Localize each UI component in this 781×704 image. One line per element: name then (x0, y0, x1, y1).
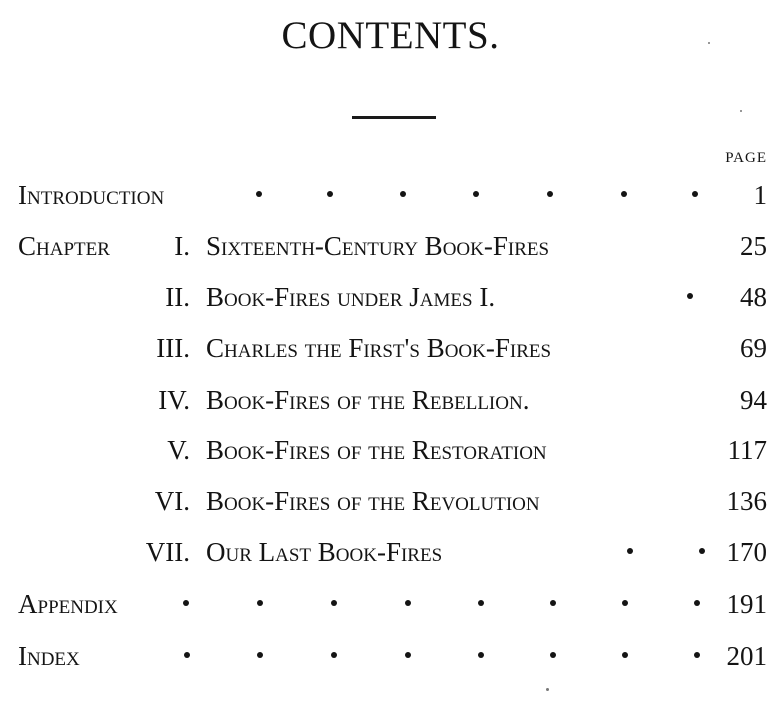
scan-speck (708, 42, 710, 44)
leader-dot (550, 600, 556, 606)
leader-dot (331, 600, 337, 606)
title-rule (352, 116, 436, 119)
leader-dot (405, 652, 411, 658)
scan-speck (546, 688, 549, 691)
entry-title: Appendix (18, 589, 118, 619)
page-number: 1 (753, 180, 767, 210)
leader-dot (550, 652, 556, 658)
entry-title: Index (18, 641, 80, 671)
leader-dot (547, 191, 553, 197)
leader-dot (400, 191, 406, 197)
entry-title: Book-Fires under James I. (206, 282, 496, 312)
leader-dot (694, 652, 700, 658)
leader-dot (405, 600, 411, 606)
entry-title: Book-Fires of the Revolution (206, 486, 540, 516)
toc-entry-appendix[interactable] (0, 584, 781, 624)
leader-dot (687, 293, 693, 299)
toc-entry-chapter-4[interactable] (0, 380, 781, 420)
toc-entry-introduction[interactable] (0, 175, 781, 215)
chapter-label: Chapter (18, 231, 110, 261)
toc-entry-chapter-7[interactable] (0, 532, 781, 572)
page-number: 25 (740, 231, 767, 261)
chapter-number: II. (165, 282, 190, 312)
page-number: 191 (726, 589, 767, 619)
chapter-number: I. (174, 231, 190, 261)
entry-title: Charles the First's Book-Fires (206, 333, 552, 363)
leader-dot (331, 652, 337, 658)
entry-title: Book-Fires of the Rebellion. (206, 385, 530, 415)
page-column-heading: PAGE (725, 150, 767, 166)
leader-dot (257, 652, 263, 658)
page-number: 94 (740, 385, 767, 415)
chapter-number: VII. (145, 537, 190, 567)
leader-dot (692, 191, 698, 197)
leader-dot (257, 600, 263, 606)
page-number: 170 (726, 537, 767, 567)
leader-dot (184, 652, 190, 658)
toc-entry-chapter-1[interactable] (0, 226, 781, 266)
leader-dot (699, 548, 705, 554)
toc-entry-chapter-5[interactable] (0, 430, 781, 470)
leader-dot (694, 600, 700, 606)
leader-dot (478, 652, 484, 658)
entry-title: Book-Fires of the Restoration (206, 435, 547, 465)
leader-dot (183, 600, 189, 606)
leader-dot (478, 600, 484, 606)
toc-entry-chapter-2[interactable] (0, 277, 781, 317)
page-number: 48 (740, 282, 767, 312)
entry-title: Introduction (18, 180, 165, 210)
scan-speck (740, 110, 742, 112)
leader-dot (473, 191, 479, 197)
entry-title: Sixteenth-Century Book-Fires (206, 231, 550, 261)
leader-dot (622, 600, 628, 606)
chapter-number: VI. (154, 486, 190, 516)
toc-entry-chapter-6[interactable] (0, 481, 781, 521)
leader-dot (627, 548, 633, 554)
page-number: 117 (727, 435, 767, 465)
toc-entry-chapter-3[interactable] (0, 328, 781, 368)
chapter-number: V. (167, 435, 190, 465)
toc-entry-index[interactable] (0, 636, 781, 676)
leader-dot (327, 191, 333, 197)
page-number: 201 (726, 641, 767, 671)
chapter-number: IV. (158, 385, 190, 415)
page-number: 136 (726, 486, 767, 516)
page-title: CONTENTS. (281, 14, 500, 57)
page-number: 69 (740, 333, 767, 363)
leader-dot (622, 652, 628, 658)
chapter-number: III. (156, 333, 190, 363)
entry-title: Our Last Book-Fires (206, 537, 443, 567)
leader-dot (256, 191, 262, 197)
leader-dot (621, 191, 627, 197)
